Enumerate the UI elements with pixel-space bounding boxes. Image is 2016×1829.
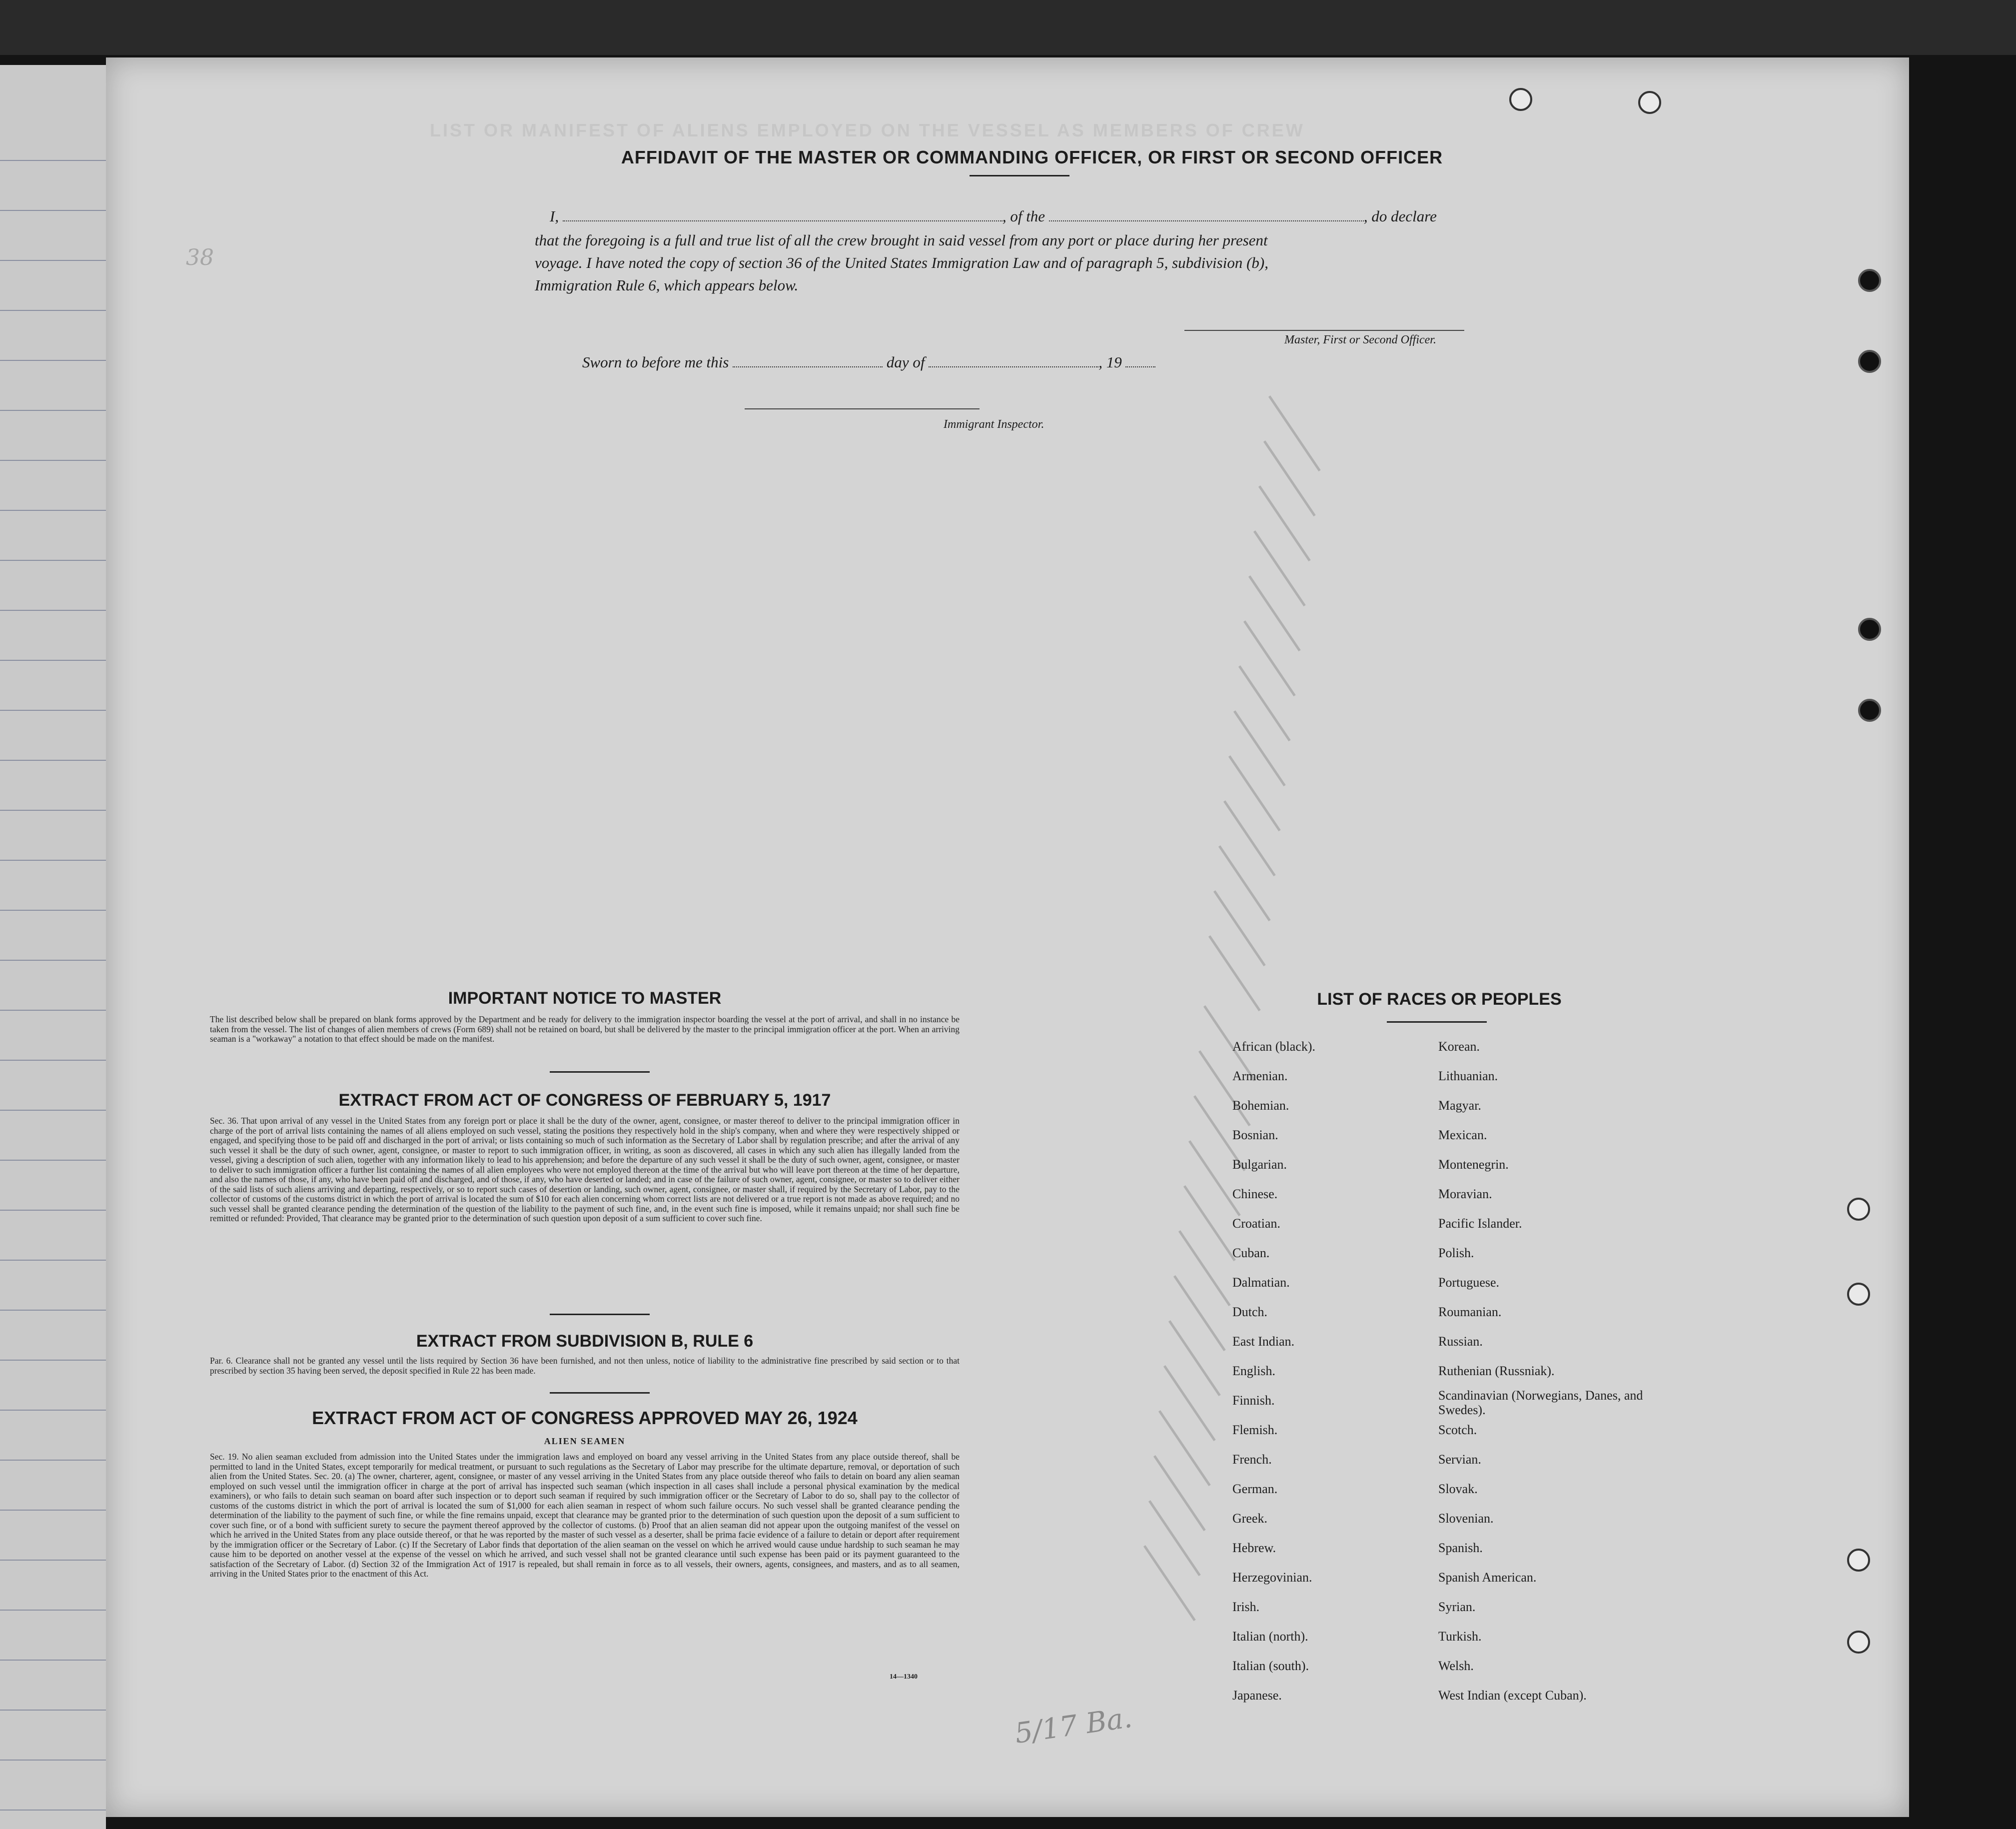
- sworn-prefix: Sworn to before me this: [582, 353, 729, 371]
- race-right: Welsh.: [1438, 1659, 1474, 1673]
- race-right: Roumanian.: [1438, 1305, 1502, 1319]
- race-right: Spanish American.: [1438, 1570, 1537, 1585]
- extract-1917-title: EXTRACT FROM ACT OF CONGRESS OF FEBRUARY 5, 1917: [338, 1091, 831, 1110]
- race-right: Portuguese.: [1438, 1275, 1500, 1290]
- race-right: Korean.: [1438, 1039, 1480, 1054]
- sworn-year: , 19: [1098, 353, 1122, 371]
- scan-top-edge: [0, 0, 2016, 55]
- declaration-do-declare: , do declare: [1363, 207, 1437, 225]
- race-left: East Indian.: [1232, 1334, 1295, 1349]
- race-right: West Indian (except Cuban).: [1438, 1688, 1587, 1703]
- race-right: Lithuanian.: [1438, 1069, 1498, 1083]
- punch-hole: [1509, 88, 1532, 111]
- declaration-line-3: voyage. I have noted the copy of section 36 of the United States Immigration Law and of paragraph 5, subdivision (b),: [535, 254, 1268, 271]
- race-right: Servian.: [1438, 1452, 1481, 1467]
- notice-title: IMPORTANT NOTICE TO MASTER: [448, 989, 722, 1008]
- alien-seamen-subtitle: ALIEN SEAMEN: [544, 1436, 626, 1446]
- race-left: Dutch.: [1232, 1305, 1268, 1319]
- race-right: Pacific Islander.: [1438, 1216, 1522, 1231]
- inspector-signature-line[interactable]: [745, 408, 980, 409]
- punch-hole: [1847, 1631, 1870, 1654]
- punch-hole: [1847, 1549, 1870, 1572]
- punch-hole: [1858, 699, 1881, 722]
- master-signature-line[interactable]: [1184, 330, 1464, 331]
- punch-hole: [1847, 1283, 1870, 1306]
- race-right: Slovak.: [1438, 1482, 1478, 1496]
- race-right: Ruthenian (Russniak).: [1438, 1364, 1555, 1378]
- race-left: Herzegovinian.: [1232, 1570, 1312, 1585]
- declaration-line-2: that the foregoing is a full and true list of all the crew brought in said vessel from any port or place during her present: [535, 231, 1268, 249]
- race-left: Bohemian.: [1232, 1098, 1289, 1113]
- extract-1924-text: Sec. 19. No alien seaman excluded from admission into the United States under the immigration laws and employed on board any vessel arriving in the United States from any place outside thereof, shall be permitted to land in the United States, except temporarily for medical treatment, or pursuant to such regulations as the Secretary of Labor may prescribe for the ultimate departure, removal, or deportation of such alien from the United States. Sec. 20. (a) The owner, charterer, agent, consignee, or master of any vessel arriving in the United States from any place outside thereof who fails to detain on board any alien seaman employed on such vessel until the immigration officer in charge at the port of arrival has inspected such seaman (which inspection in all cases shall include a personal physical examination by the medical examiners), or who fails to detain such seaman on board after such inspection or to deport such seaman if required by such immigration officer or the Secretary of Labor to do so, shall pay to the collector of customs of the customs district in which the port of arrival is located the sum of $1,000 for each alien seaman in respect of whom such failure occurs. No such vessel shall be granted clearance pending the determination of the liability to the payment of such fine, or while the fine remains unpaid, except that clearance may be granted prior to the determination of such question upon the deposit of a sum sufficient to cover such fine, or of a bond with sufficient surety to secure the payment thereof approved by the collector of customs. (b) Proof that an alien seaman did not appear upon the outgoing manifest of the vessel on which he arrived in the United States from any place outside thereof, or that he was reported by the master of such vessel as a deserter, shall be prima facie evidence of a failure to detain or deport after requirement by the immigration officer or the Secretary of Labor. (c) If the Secretary of Labor finds that deportation of the alien seaman on the vessel on which he arrived would cause undue hardship to such seaman he may cause him to be deported on another vessel at the expense of the vessel on which he arrived, and such vessel shall not be granted clearance until such expense has been paid or its payment guaranteed to the satisfaction of the Secretary of Labor. (d) Section 32 of the Immigration Act of 1917 is repealed, but shall remain in force as to all vessels, their owners, agents, consignees, and masters, and as to all seamen, arriving in the United States prior to the enactment of this Act.: [210, 1452, 960, 1579]
- punch-hole: [1638, 91, 1661, 114]
- page-mark: 38: [186, 245, 214, 270]
- section-rule: [550, 1392, 650, 1394]
- year-blank[interactable]: [1125, 356, 1155, 367]
- race-right: Russian.: [1438, 1334, 1483, 1349]
- bleed-through-header: LIST OR MANIFEST OF ALIENS EMPLOYED ON THE VESSEL AS MEMBERS OF CREW: [430, 120, 1305, 140]
- race-left: Cuban.: [1232, 1246, 1270, 1260]
- section-rule: [550, 1071, 650, 1073]
- sworn-day-of: day of: [886, 353, 925, 371]
- race-left: Croatian.: [1232, 1216, 1281, 1231]
- race-left: Bulgarian.: [1232, 1157, 1287, 1172]
- race-right: Turkish.: [1438, 1629, 1482, 1644]
- extract-rule6-title: EXTRACT FROM SUBDIVISION B, RULE 6: [416, 1332, 754, 1351]
- race-right: Montenegrin.: [1438, 1157, 1509, 1172]
- master-signature-label: Master, First or Second Officer.: [1284, 333, 1436, 346]
- extract-1924-title: EXTRACT FROM ACT OF CONGRESS APPROVED MAY 26, 1924: [312, 1408, 858, 1428]
- races-title-rule: [1387, 1021, 1487, 1023]
- race-right: Slovenian.: [1438, 1511, 1494, 1526]
- race-left: German.: [1232, 1482, 1278, 1496]
- race-left: Hebrew.: [1232, 1541, 1276, 1555]
- vessel-blank[interactable]: [1049, 210, 1364, 221]
- affidavit-title: AFFIDAVIT OF THE MASTER OR COMMANDING OFFICER, OR FIRST OR SECOND OFFICER: [621, 147, 1443, 167]
- notice-text: The list described below shall be prepared on blank forms approved by the Department and be ready for delivery to the immigration inspector boarding the vessel at the port of arrival, and shall in no instance be taken from the vessel. The list of changes of alien members of crews (Form 689) shall not be retained on board, but shall be delivered by the master to the principal immigration officer at the port. When an arriving seaman is a "workaway" a notation to that effect should be made on the manifest.: [210, 1014, 960, 1044]
- race-right: Polish.: [1438, 1246, 1474, 1260]
- section-rule: [550, 1314, 650, 1315]
- race-right: Magyar.: [1438, 1098, 1481, 1113]
- title-rule: [970, 175, 1069, 176]
- punch-hole: [1858, 618, 1881, 641]
- race-right: Scandinavian (Norwegians, Danes, and Swedes).: [1438, 1388, 1643, 1417]
- race-left: Bosnian.: [1232, 1128, 1278, 1142]
- punch-hole: [1858, 350, 1881, 373]
- declaration-i: I,: [550, 207, 559, 225]
- punch-hole: [1847, 1198, 1870, 1221]
- month-blank[interactable]: [929, 356, 1098, 367]
- scan-left-strip: [0, 65, 106, 1829]
- race-left: Greek.: [1232, 1511, 1268, 1526]
- race-left: Chinese.: [1232, 1187, 1278, 1201]
- race-left: Dalmatian.: [1232, 1275, 1290, 1290]
- race-left: French.: [1232, 1452, 1272, 1467]
- race-right: Moravian.: [1438, 1187, 1492, 1201]
- name-blank[interactable]: [563, 210, 1003, 221]
- declaration-of-the: , of the: [1002, 207, 1045, 225]
- race-left: Flemish.: [1232, 1423, 1278, 1437]
- sworn-line: [582, 353, 1155, 371]
- races-title: LIST OF RACES OR PEOPLES: [1317, 990, 1562, 1009]
- extract-1917-text: Sec. 36. That upon arrival of any vessel in the United States from any foreign port or place it shall be the duty of the owner, agent, consignee, or master thereof to deliver to the principal immigration officer in charge of the port of arrival lists containing the names of all aliens employed on such vessel, stating the positions they respectively hold in the ship's company, when and where they were respectively shipped or engaged, and specifying those to be paid off and discharged in the port of arrival; or lists containing so much of such information as the Secretary of Labor shall by regulation prescribe; and after the arrival of any such vessel it shall be the duty of such owner, agent, consignee, or master to report to such immigration officer, in writing, as soon as discovered, all cases in which any such alien has illegally landed from the vessel, giving a description of such alien, together with any information likely to lead to his apprehension; and before the departure of any such vessel it shall be the duty of such owner, agent, consignee, or master to deliver to such immigration officer a further list containing the names of all alien employees who were not employed thereon at the time of the arrival but who will leave port thereon at the time of her departure, and also the names of those, if any, who have been paid off and discharged, and of those, if any, who have deserted or landed; and in case of the failure of such owner, agent, consignee, or master so to deliver either of the said lists of such aliens arriving and departing, respectively, or so to report such cases of desertion or landing, such owner, agent, consignee, or master shall, if required by the Secretary of Labor, pay to the collector of customs of the customs district in which the port of arrival is located the sum of $10 for each alien concerning whom correct lists are not delivered or a true report is not made as above required; and no such vessel shall be granted clearance pending the determination of the question of the liability to the payment of such fine, and, in the event such fine is imposed, while it remains unpaid; nor shall such fine be remitted or refunded: Provided, That clearance may be granted prior to the determination of such question upon deposit of a sum sufficient to cover such fine.: [210, 1116, 960, 1223]
- punch-hole: [1858, 269, 1881, 292]
- race-right: Spanish.: [1438, 1541, 1483, 1555]
- race-right: Syrian.: [1438, 1600, 1476, 1614]
- race-right: Mexican.: [1438, 1128, 1487, 1142]
- day-blank[interactable]: [733, 356, 883, 367]
- race-left: African (black).: [1232, 1039, 1316, 1054]
- declaration-line-1: [550, 207, 1437, 225]
- race-left: Italian (north).: [1232, 1629, 1308, 1644]
- form-code: 14—1340: [890, 1673, 918, 1681]
- inspector-label: Immigrant Inspector.: [944, 418, 1044, 431]
- race-left: Armenian.: [1232, 1069, 1288, 1083]
- extract-rule6-text: Par. 6. Clearance shall not be granted any vessel until the lists required by Section 36 have been furnished, and not then unless, notice of liability to the administrative fine prescribed by said section or to that prescribed by section 35 having been served, the deposit specified in Rule 22 has been made.: [210, 1356, 960, 1376]
- handwritten-scribble: 5/17 Ba.: [1012, 1701, 1134, 1751]
- race-right: Scotch.: [1438, 1423, 1477, 1437]
- race-left: English.: [1232, 1364, 1275, 1378]
- declaration-line-4: Immigration Rule 6, which appears below.: [535, 276, 799, 294]
- race-left: Irish.: [1232, 1600, 1260, 1614]
- race-left: Italian (south).: [1232, 1659, 1309, 1673]
- race-left: Japanese.: [1232, 1688, 1282, 1703]
- race-left: Finnish.: [1232, 1393, 1275, 1408]
